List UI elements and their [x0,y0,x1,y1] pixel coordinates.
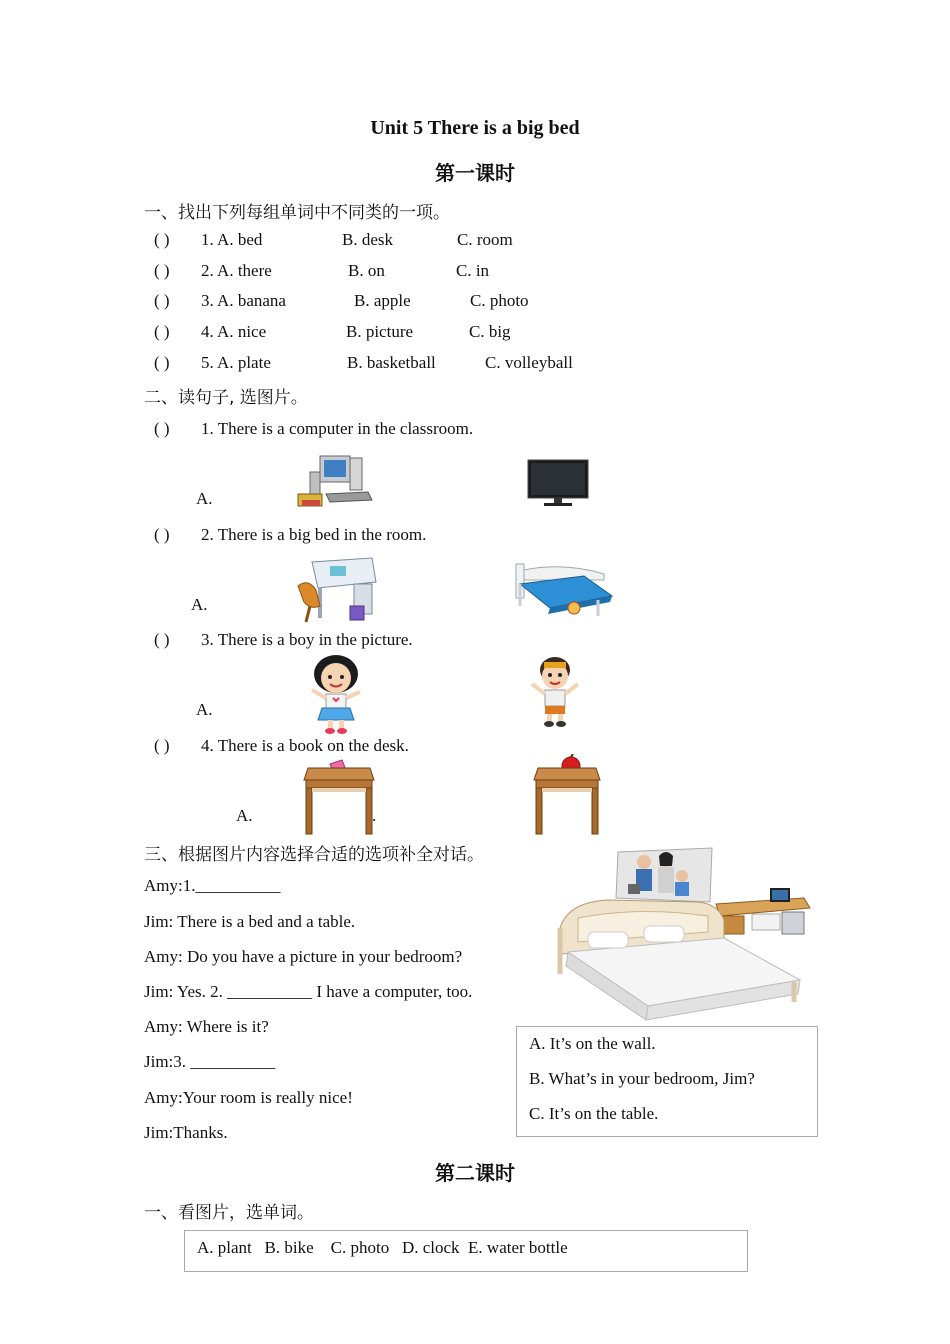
s1-q3-b: B. apple [354,291,411,310]
dialogue-line-1: Amy:1.__________ [144,876,281,895]
desk-chair-image [294,556,378,624]
section-1-heading: 一、找出下列每组单词中不同类的一项。 [144,203,450,223]
boy-image [526,654,584,728]
s2-paren-1[interactable]: ( ) [154,419,170,438]
girl-image [304,652,368,734]
s2-q4-dot: . [372,806,377,825]
s1-q4-c: C. big [469,322,511,341]
desk-with-apple-image [532,754,602,836]
s2-q2-option-a: A. [191,595,208,614]
s2-q4-text: 4. There is a book on the desk. [201,736,409,755]
dialogue-line-7: Amy:Your room is really nice! [144,1088,353,1107]
s1-q5-c: C. volleyball [485,353,573,372]
page-title: Unit 5 There is a big bed [370,117,580,139]
tv-image [526,458,590,508]
s1-q1-c: C. room [457,230,513,249]
s1-q1-b: B. desk [342,230,393,249]
dialogue-line-4: Jim: Yes. 2. __________ I have a computer, too. [144,982,473,1001]
s1-q2-a: 2. A. there [201,261,272,280]
lesson-1-title: 第一课时 [435,161,515,185]
lesson-2-title: 第二课时 [435,1161,515,1185]
s1-q5-a: 5. A. plate [201,353,271,372]
dialogue-line-5: Amy: Where is it? [144,1017,269,1036]
s1-q1-a: 1. A. bed [201,230,263,249]
big-bed-image [514,562,614,618]
s1-q3-c: C. photo [470,291,529,310]
section-2-heading: 二、读句子, 选图片。 [144,388,308,408]
option-c: C. It’s on the table. [529,1104,659,1123]
paren-4[interactable]: ( ) [154,322,170,341]
paren-5[interactable]: ( ) [154,353,170,372]
s2-paren-2[interactable]: ( ) [154,525,170,544]
dialogue-line-6: Jim:3. __________ [144,1052,276,1071]
section-3-heading: 三、根据图片内容选择合适的选项补全对话。 [144,845,484,865]
s1-q2-c: C. in [456,261,490,280]
s1-q2-b: B. on [348,261,385,280]
option-a: A. It’s on the wall. [529,1034,656,1053]
paren-3[interactable]: ( ) [154,291,170,310]
s2-q4-option-a: A. [236,806,253,825]
s2-q2-text: 2. There is a big bed in the room. [201,525,427,544]
s2-paren-4[interactable]: ( ) [154,736,170,755]
s2-paren-3[interactable]: ( ) [154,630,170,649]
paren-1[interactable]: ( ) [154,230,170,249]
s1-q4-a: 4. A. nice [201,322,267,341]
paren-2[interactable]: ( ) [154,261,170,280]
s2-q3-option-a: A. [196,700,213,719]
s2-q1-text: 1. There is a computer in the classroom. [201,419,474,438]
bedroom-bed-image [548,898,804,1022]
dialogue-line-3: Amy: Do you have a picture in your bedroom? [144,947,463,966]
family-photo-image [614,846,714,904]
option-b: B. What’s in your bedroom, Jim? [529,1069,755,1088]
s2-q3-text: 3. There is a boy in the picture. [201,630,413,649]
s1-q4-b: B. picture [346,322,414,341]
s2-q1-option-a: A. [196,489,213,508]
desk-with-book-image [302,758,376,836]
dialogue-line-8: Jim:Thanks. [144,1123,228,1142]
part2-heading: 一、看图片，选单词。 [144,1203,314,1223]
word-bank: A. plant B. bike C. photo D. clock E. water bottle [197,1238,568,1257]
dialogue-line-2: Jim: There is a bed and a table. [144,912,356,931]
s1-q3-a: 3. A. banana [201,291,286,310]
s1-q5-b: B. basketball [347,353,436,372]
computer-image [296,454,376,512]
